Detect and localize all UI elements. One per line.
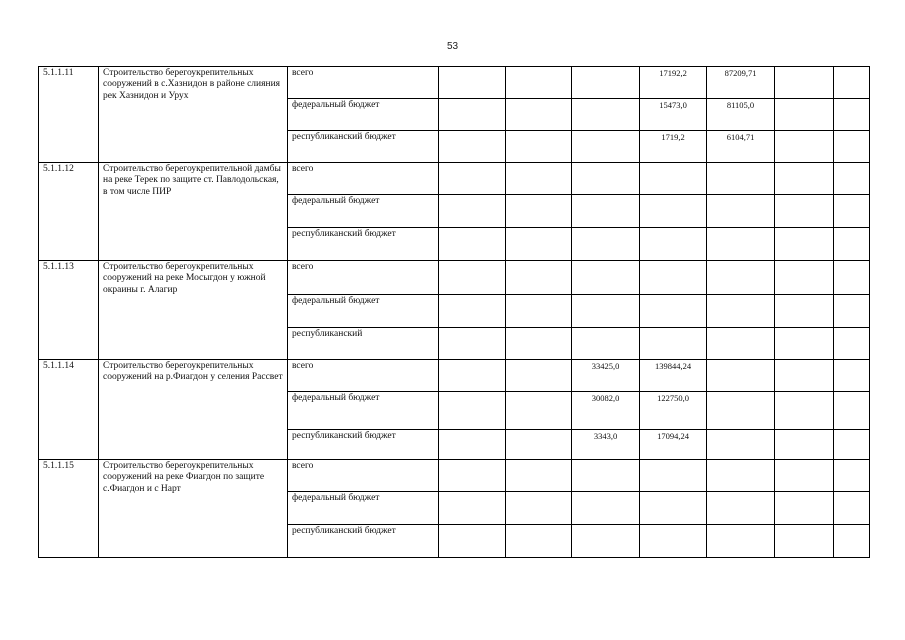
value-cell: 33425,0 [572,360,640,392]
value-cell [572,460,640,492]
value-cell [775,195,834,228]
value-cell [775,67,834,99]
project-name: Строительство берегоукрепительной дамбы на реке Терек по защите ст. Павлодольская, в том числе ПИР [99,163,288,261]
value-cell [640,460,707,492]
value-cell [707,525,775,558]
value-cell [439,430,506,460]
value-cell [506,430,572,460]
value-cell [834,195,870,228]
value-cell [834,295,870,328]
value-cell [707,328,775,360]
value-cell [439,392,506,430]
value-cell [775,228,834,261]
value-cell [439,261,506,295]
value-cell [572,195,640,228]
value-cell [834,430,870,460]
project-name: Строительство берегоукрепительных сооружений на реке Фиагдон по защите с.Фиагдон и с Нарт [99,460,288,558]
value-cell [775,131,834,163]
value-cell [707,430,775,460]
value-cell [506,67,572,99]
value-cell [775,492,834,525]
value-cell [506,163,572,195]
funding-source: федеральный бюджет [288,492,439,525]
value-cell [707,360,775,392]
funding-source: федеральный бюджет [288,99,439,131]
value-cell [506,392,572,430]
table-row [39,360,870,392]
budget-table [38,66,870,558]
value-cell [506,328,572,360]
value-cell [439,360,506,392]
value-cell [572,67,640,99]
funding-source: всего [288,261,439,295]
funding-source: республиканский бюджет [288,430,439,460]
value-cell [572,492,640,525]
page-number: 53 [446,41,459,52]
project-name: Строительство берегоукрепительных сооружений в с.Хазнидон в районе слияния рек Хазнидон и Урух [99,67,288,163]
project-code: 5.1.1.15 [39,460,99,558]
value-cell [506,460,572,492]
value-cell [439,67,506,99]
value-cell [439,328,506,360]
table-row [39,67,870,99]
funding-source: республиканский бюджет [288,228,439,261]
value-cell [834,131,870,163]
value-cell [834,360,870,392]
value-cell [640,195,707,228]
value-cell: 17094,24 [640,430,707,460]
value-cell [640,525,707,558]
value-cell [572,328,640,360]
value-cell [439,228,506,261]
value-cell [707,261,775,295]
value-cell [707,392,775,430]
value-cell [775,163,834,195]
value-cell [439,131,506,163]
value-cell [572,163,640,195]
value-cell [640,492,707,525]
value-cell: 3343,0 [572,430,640,460]
funding-source: республиканский [288,328,439,360]
value-cell [775,525,834,558]
value-cell: 17192,2 [640,67,707,99]
value-cell [775,360,834,392]
value-cell [640,261,707,295]
value-cell [775,261,834,295]
value-cell [506,360,572,392]
project-code: 5.1.1.11 [39,67,99,163]
value-cell [834,328,870,360]
value-cell [572,295,640,328]
value-cell [572,228,640,261]
value-cell: 139844,24 [640,360,707,392]
value-cell [572,131,640,163]
value-cell [775,328,834,360]
table-row [39,460,870,492]
project-code: 5.1.1.13 [39,261,99,360]
value-cell: 30082,0 [572,392,640,430]
value-cell [834,228,870,261]
value-cell [506,261,572,295]
value-cell [439,525,506,558]
value-cell: 6104,71 [707,131,775,163]
value-cell [506,492,572,525]
value-cell [439,492,506,525]
value-cell [506,295,572,328]
table-row [39,163,870,195]
funding-source: федеральный бюджет [288,392,439,430]
value-cell [506,131,572,163]
value-cell [506,195,572,228]
value-cell [572,261,640,295]
value-cell [834,261,870,295]
value-cell [775,430,834,460]
project-name: Строительство берегоукрепительных сооружений на р.Фиагдон у селения Рассвет [99,360,288,460]
project-code: 5.1.1.12 [39,163,99,261]
value-cell [506,99,572,131]
value-cell [640,163,707,195]
value-cell [707,492,775,525]
value-cell [707,195,775,228]
value-cell [707,460,775,492]
value-cell [439,163,506,195]
value-cell [439,460,506,492]
funding-source: федеральный бюджет [288,195,439,228]
project-code: 5.1.1.14 [39,360,99,460]
value-cell [834,99,870,131]
value-cell [707,228,775,261]
value-cell: 122750,0 [640,392,707,430]
value-cell: 87209,71 [707,67,775,99]
value-cell [834,67,870,99]
funding-source: всего [288,460,439,492]
value-cell [775,99,834,131]
project-name: Строительство берегоукрепительных сооружений на реке Мосыгдон у южной окраины г. Алагир [99,261,288,360]
funding-source: всего [288,67,439,99]
funding-source: федеральный бюджет [288,295,439,328]
value-cell [439,195,506,228]
value-cell [834,492,870,525]
value-cell [707,295,775,328]
value-cell [707,163,775,195]
value-cell [506,525,572,558]
value-cell [506,228,572,261]
value-cell: 1719,2 [640,131,707,163]
budget-table-body [39,67,870,558]
value-cell [572,99,640,131]
funding-source: всего [288,163,439,195]
value-cell: 81105,0 [707,99,775,131]
value-cell [439,295,506,328]
value-cell [834,392,870,430]
value-cell [640,228,707,261]
value-cell [834,525,870,558]
value-cell: 15473,0 [640,99,707,131]
funding-source: всего [288,360,439,392]
value-cell [775,392,834,430]
funding-source: республиканский бюджет [288,525,439,558]
value-cell [834,163,870,195]
value-cell [439,99,506,131]
value-cell [640,328,707,360]
value-cell [640,295,707,328]
table-row [39,261,870,295]
value-cell [775,295,834,328]
value-cell [775,460,834,492]
value-cell [834,460,870,492]
funding-source: республиканский бюджет [288,131,439,163]
value-cell [572,525,640,558]
